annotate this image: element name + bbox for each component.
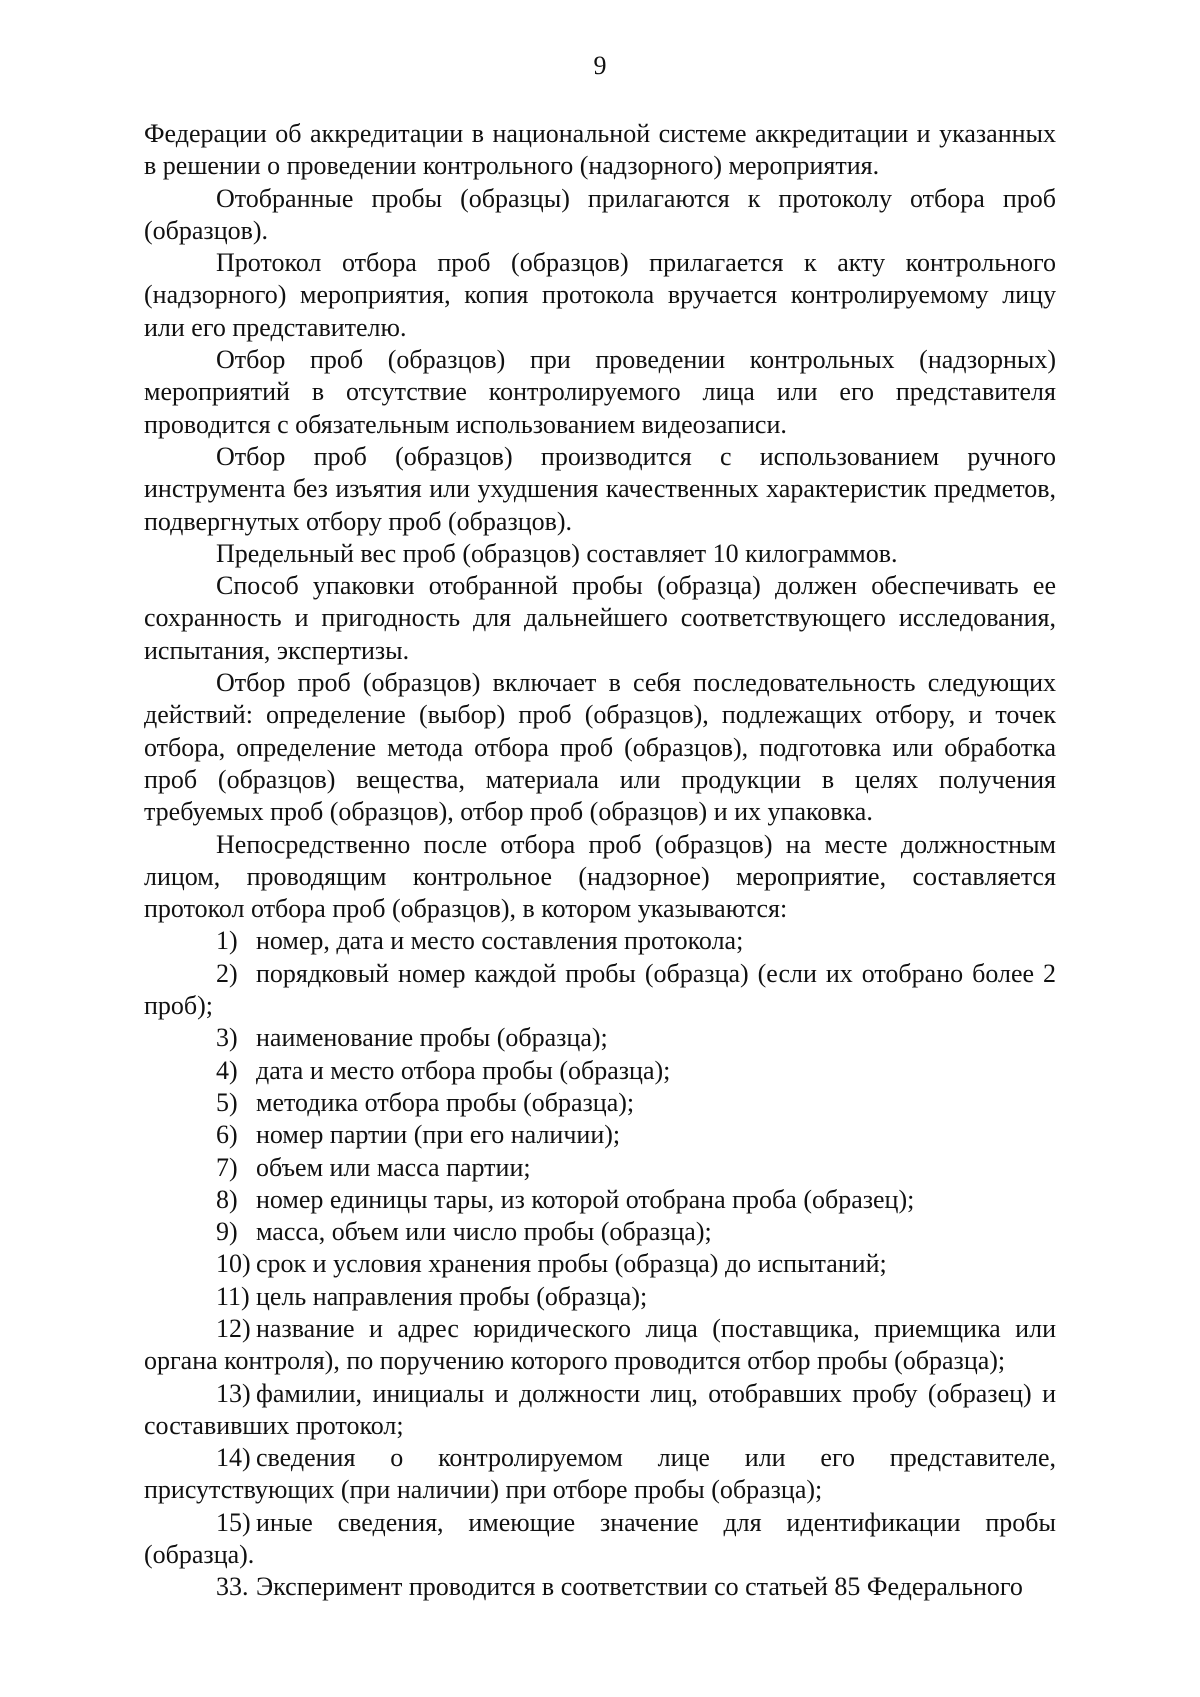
list-item bbox=[144, 1378, 1056, 1443]
list-item-number: 4) bbox=[216, 1055, 238, 1085]
list-item-text: номер, дата и место составления протокола; bbox=[256, 926, 744, 956]
page-number: 9 bbox=[593, 51, 607, 80]
list-item bbox=[144, 1313, 1056, 1378]
list-item bbox=[144, 958, 1056, 1023]
list-item bbox=[144, 1022, 1056, 1054]
list-item-number: 1) bbox=[216, 926, 238, 956]
list-item-text: дата и место отбора пробы (образца); bbox=[256, 1055, 671, 1085]
list-item-text: сведения о контролируемом лице или его представителе, присутствующих (при наличии) при отборе пробы (образца); bbox=[144, 1443, 1056, 1505]
list-item bbox=[144, 1216, 1056, 1248]
list-item-number: 11) bbox=[216, 1281, 250, 1311]
list-item-number: 9) bbox=[216, 1217, 238, 1247]
list-item bbox=[144, 1442, 1056, 1507]
paragraph: Протокол отбора проб (образцов) прилагается к акту контрольного (надзорного) мероприятия, копия протокола вручается контролируемому лицу или его представителю. bbox=[144, 248, 1056, 342]
list-item-number: 10) bbox=[216, 1249, 251, 1279]
paragraph-text: Эксперимент проводится в соответствии со статьей 85 Федерального bbox=[256, 1572, 1023, 1602]
list-item-text: наименование пробы (образца); bbox=[256, 1023, 608, 1053]
list-item bbox=[144, 1281, 1056, 1313]
paragraph: Отбор проб (образцов) производится с использованием ручного инструмента без изъятия или ухудшения качественных характеристик предметов, подвергнутых отбору проб (образцов). bbox=[144, 441, 1056, 536]
paragraph: Отобранные пробы (образцы) прилагаются к протоколу отбора проб (образцов). bbox=[144, 183, 1056, 245]
paragraph: Отбор проб (образцов) при проведении контрольных (надзорных) мероприятий в отсутствие контролируемого лица или его представителя проводится с обязательным использованием видеозаписи. bbox=[144, 345, 1056, 439]
list-item-number: 8) bbox=[216, 1184, 238, 1214]
list-item-text: масса, объем или число пробы (образца); bbox=[256, 1217, 712, 1247]
list-item bbox=[144, 1184, 1056, 1216]
list-item-text: иные сведения, имеющие значение для идентификации пробы (образца). bbox=[144, 1507, 1056, 1570]
list-item bbox=[144, 1507, 1056, 1572]
paragraph: Непосредственно после отбора проб (образцов) на месте должностным лицом, проводящим контрольное (надзорное) мероприятие, составляется протокол отбора проб (образцов), в котором указываются: bbox=[144, 829, 1056, 924]
list-item-number: 14) bbox=[216, 1443, 251, 1473]
paragraph-continuation: Федерации об аккредитации в национальной системе аккредитации и указанных в решении о проведении контрольного (надзорного) мероприятия. bbox=[144, 119, 1056, 181]
list-item-number: 2) bbox=[216, 958, 238, 988]
list-item-number: 6) bbox=[216, 1120, 238, 1150]
list-item-text: методика отбора пробы (образца); bbox=[256, 1087, 635, 1117]
paragraph: Отбор проб (образцов) включает в себя последовательность следующих действий: определение (выбор) проб (образцов), подлежащих отбору, и точек отбора, определение метода отбора проб (образцов), подготовка или обработка проб (образцов) вещества, материала или продукции в целях получения требуемых проб (образцов), отбор проб (образцов) и их упаковка. bbox=[144, 668, 1056, 827]
list-item bbox=[144, 1119, 1056, 1151]
list-item-text: объем или масса партии; bbox=[256, 1152, 531, 1182]
list-item-text: номер единицы тары, из которой отобрана проба (образец); bbox=[256, 1184, 915, 1214]
document-body bbox=[144, 118, 1056, 1604]
list-item bbox=[144, 1248, 1056, 1280]
list-item bbox=[144, 925, 1056, 957]
list-item-text: цель направления пробы (образца); bbox=[256, 1281, 648, 1311]
list-item bbox=[144, 1055, 1056, 1087]
list-item-number: 7) bbox=[216, 1152, 238, 1182]
list-item-number: 15) bbox=[216, 1507, 251, 1537]
paragraph: Предельный вес проб (образцов) составляет 10 килограммов. bbox=[216, 538, 898, 568]
list-item bbox=[144, 1087, 1056, 1119]
list-item-text: срок и условия хранения пробы (образца) до испытаний; bbox=[256, 1249, 887, 1279]
list-item-text: порядковый номер каждой пробы (образца) (если их отобрано более 2 проб); bbox=[144, 958, 1056, 1021]
paragraph-number: 33. bbox=[216, 1572, 249, 1602]
paragraph: Способ упаковки отобранной пробы (образца) должен обеспечивать ее сохранность и пригодность для дальнейшего соответствующего исследования, испытания, экспертизы. bbox=[144, 571, 1056, 665]
list-item bbox=[144, 1152, 1056, 1184]
list-item-number: 3) bbox=[216, 1023, 238, 1053]
numbered-paragraph bbox=[144, 1571, 1056, 1603]
list-item-number: 13) bbox=[216, 1378, 251, 1408]
list-item-number: 12) bbox=[216, 1313, 251, 1343]
list-item-text: название и адрес юридического лица (поставщика, приемщика или органа контроля), по поручению которого проводится отбор пробы (образца); bbox=[144, 1313, 1056, 1376]
list-item-text: фамилии, инициалы и должности лиц, отобравших пробу (образец) и составивших протокол; bbox=[144, 1378, 1056, 1440]
list-item-text: номер партии (при его наличии); bbox=[256, 1120, 621, 1150]
list-item-number: 5) bbox=[216, 1087, 238, 1117]
